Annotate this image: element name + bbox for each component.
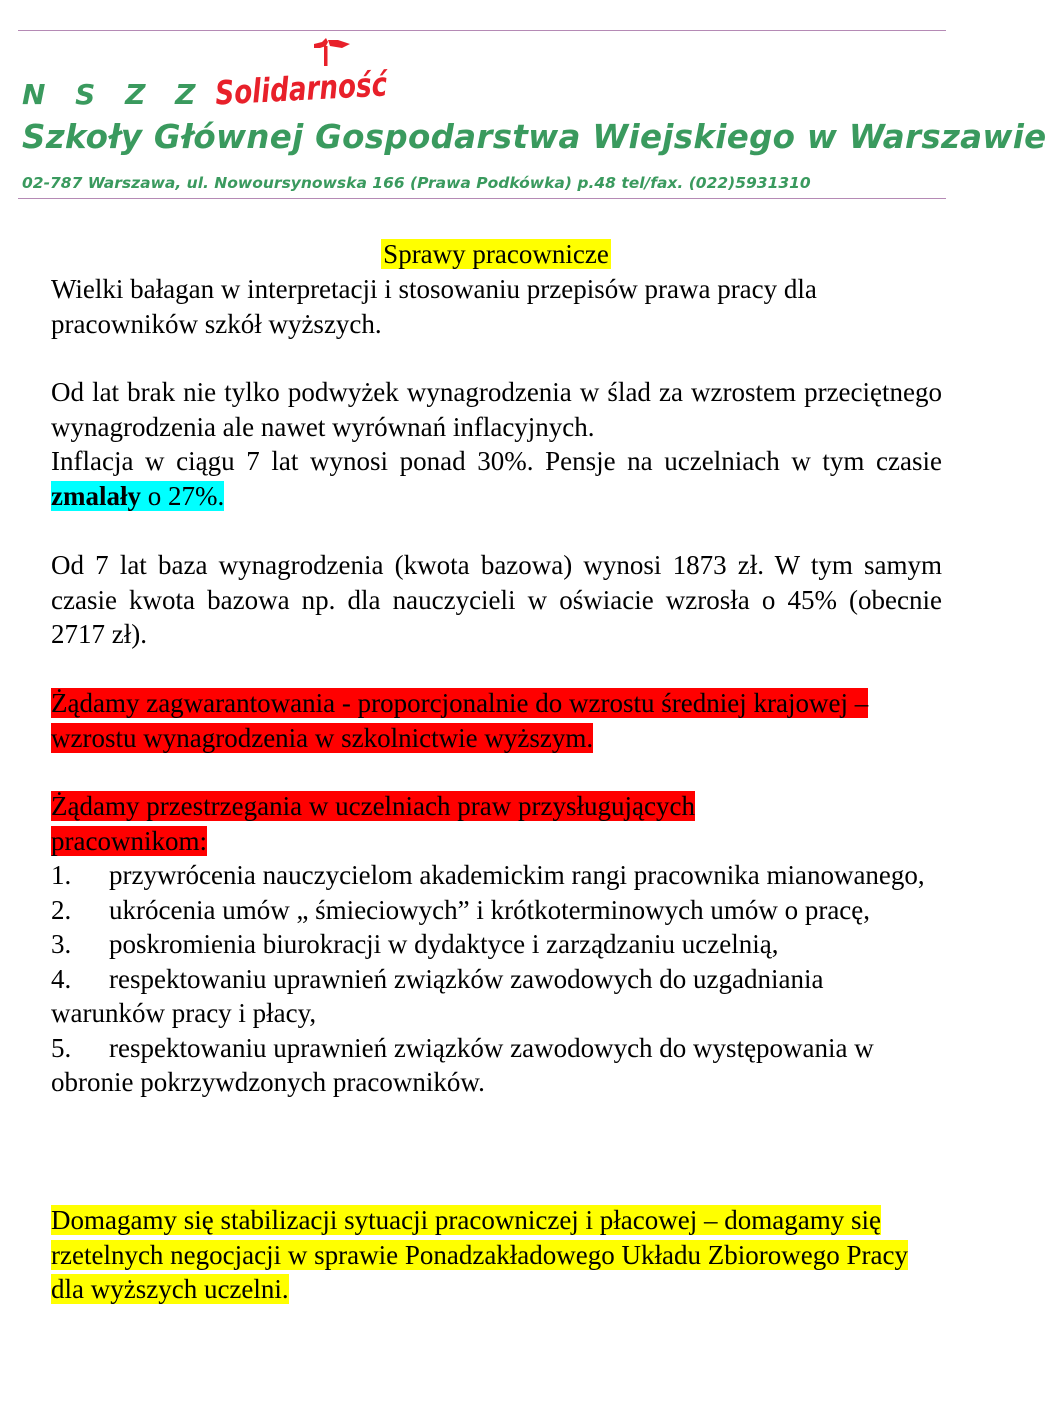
document-title	[0, 238, 992, 271]
closing-paragraph	[51, 1203, 942, 1307]
header-bottom-rule	[18, 198, 946, 199]
list-item-number: 5.	[51, 1032, 72, 1063]
intro-paragraph: Wielki bałagan w interpretacji i stosowaniu przepisów prawa pracy dla pracowników szkół wyższych.	[51, 274, 817, 339]
list-item-text: przywrócenia nauczycielom akademickim rangi pracownika mianowanego,	[109, 860, 925, 890]
inflation-text: Inflacja w ciągu 7 lat wynosi ponad 30%. Pensje na uczelniach w tym czasie	[51, 446, 942, 476]
closing-text: Domagamy się stabilizacji sytuacji pracowniczej i płacowej – domagamy się rzetelnych negocjacji w sprawie Ponadzakładowego Układu Zbiorowego Pracy dla wyższych uczelni.	[51, 1205, 908, 1304]
list-item	[51, 962, 942, 1031]
demands-list	[51, 858, 942, 1100]
demand-1-text: Żądamy zagwarantowania - proporcjonalnie do wzrostu średniej krajowej – wzrostu wynagrodzenia w szkolnictwie wyższym.	[51, 688, 869, 753]
wages-paragraph-line2	[51, 444, 942, 513]
document-title-text: Sprawy pracownicze	[383, 239, 609, 269]
decrease-bold: zmalały	[51, 480, 141, 511]
list-item	[51, 858, 942, 893]
demand-2-intro-paragraph	[51, 789, 791, 858]
decrease-rest: o 27%.	[140, 480, 225, 511]
list-item-number: 2.	[51, 894, 72, 925]
list-item	[51, 1031, 942, 1100]
svg-text:Solidarność: Solidarność	[214, 62, 433, 113]
list-item-text: poskromienia biurokracji w dydaktyce i zarządzaniu uczelnią,	[109, 929, 779, 959]
list-item-text: respektowaniu uprawnień związków zawodowych do występowania w obronie pokrzywdzonych pracowników.	[51, 1032, 874, 1097]
header-top-rule	[18, 30, 946, 31]
demand-1-paragraph	[51, 686, 942, 755]
decrease-highlight	[51, 481, 224, 511]
solidarnosc-logo	[210, 36, 433, 113]
list-item-number: 4.	[51, 963, 72, 994]
list-item-text: ukrócenia umów „ śmieciowych” i krótkoterminowych umów o pracę,	[109, 894, 871, 925]
list-item-number: 3.	[51, 929, 72, 959]
list-item	[51, 927, 942, 962]
address-line: 02-787 Warszawa, ul. Nowoursynowska 166 (Prawa Podkówka) p.48 tel/fax. (022)5931310	[22, 174, 811, 192]
demand-2-intro-text: Żądamy przestrzegania w uczelniach praw przysługujących pracownikom:	[51, 791, 695, 856]
wages-paragraph-line1: Od lat brak nie tylko podwyżek wynagrodzenia w ślad za wzrostem przeciętnego wynagrodzenia ale nawet wyrównań inflacyjnych.	[51, 377, 942, 442]
school-name: Szkoły Głównej Gospodarstwa Wiejskiego w Warszawie	[22, 118, 1047, 156]
list-item-number: 1.	[51, 860, 72, 890]
list-item-text: respektowaniu uprawnień związków zawodowych do uzgadniania warunków pracy i płacy,	[51, 963, 824, 1028]
base-salary-paragraph: Od 7 lat baza wynagrodzenia (kwota bazowa) wynosi 1873 zł. W tym samym czasie kwota bazowa np. dla nauczycieli w oświacie wzrosła o 45% (obecnie 2717 zł).	[51, 550, 942, 649]
list-item	[51, 893, 942, 928]
union-name: N S Z Z	[22, 78, 206, 111]
